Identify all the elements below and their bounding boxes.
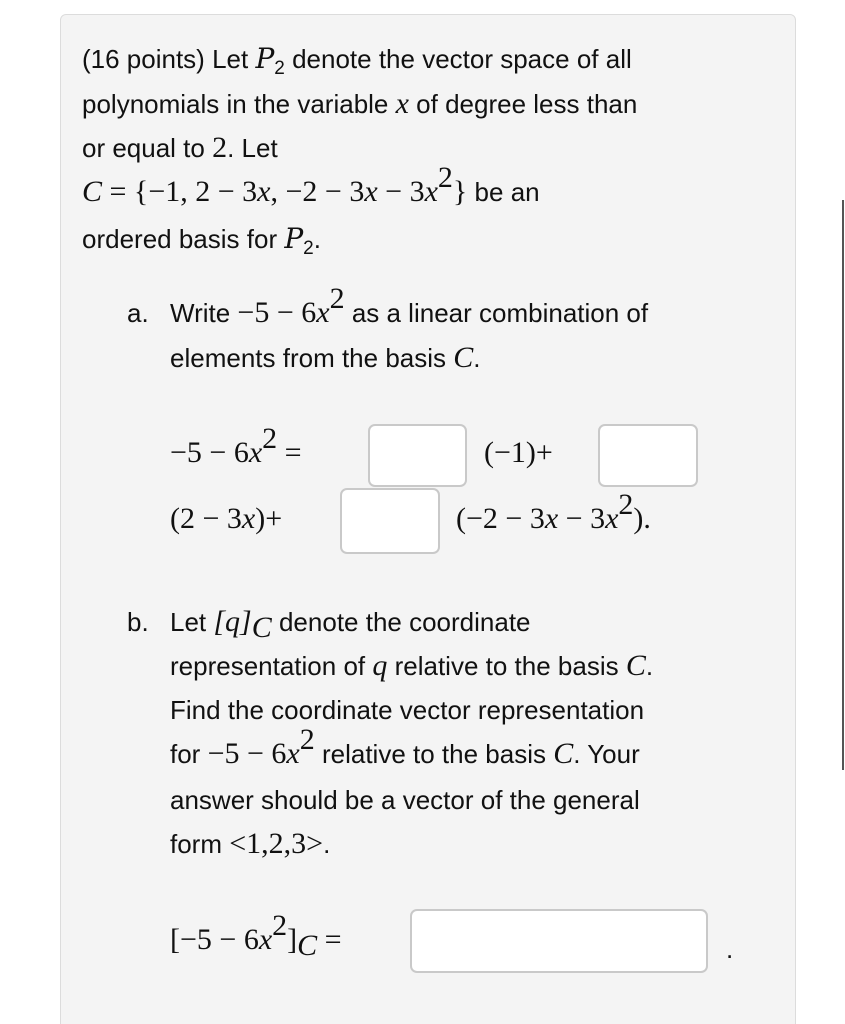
intro-line-1: (16 points) Let $P_2$ denote the vector space of all [82, 42, 632, 79]
part-b-line-2: representation of q relative to the basis C. [170, 649, 654, 682]
part-b-marker-line [127, 607, 149, 637]
part-b-line-5: answer should be a vector of the general [170, 785, 640, 815]
part-b-line-1: Let $[q]_C$ denote the coordinate [170, 605, 531, 644]
part-a-prompt-line-1: Write $-5 - 6x^2$ as a linear combination of [170, 282, 649, 329]
intro-line-5: ordered basis for $P_2$. [82, 222, 321, 259]
space-symbol: P [255, 42, 275, 75]
part-b-marker: b. [127, 607, 149, 637]
basis-term-2: (2 − 3x)+ [170, 502, 283, 535]
part-a-prompt-line-2: elements from the basis C. [170, 341, 481, 374]
trailing-period: . [726, 934, 734, 964]
part-b-line-6: form <1,2,3>. [170, 827, 331, 860]
coordinate-equation-lhs: $[-5 - 6x^2]_C$ = [170, 909, 342, 962]
coefficient-1-input[interactable] [368, 424, 467, 487]
scroll-edge-divider [842, 200, 844, 770]
part-a-prompt-1 [127, 298, 149, 328]
coefficient-3-input[interactable] [340, 488, 440, 554]
intro-line-3: or equal to 2. Let [82, 131, 278, 164]
part-b-line-3: Find the coordinate vector representation [170, 695, 645, 725]
basis-term-1: (−1)+ [484, 436, 553, 469]
equation-lhs: $-5 - 6x^2$ = [170, 422, 302, 469]
part-b-line-4: for $-5 - 6x^2$ relative to the basis C. Your [170, 723, 640, 770]
basis-term-3: $(-2 - 3x - 3x^2)$. [456, 488, 651, 535]
coordinate-vector-input[interactable] [410, 909, 708, 973]
basis-definition: C = {−1, 2 − 3x, $-2 - 3x - 3x^2$} be an [82, 161, 540, 208]
coefficient-2-input[interactable] [598, 424, 698, 487]
intro-line-2: polynomials in the variable x of degree less than [82, 87, 638, 120]
part-a-marker: a. [127, 298, 149, 328]
